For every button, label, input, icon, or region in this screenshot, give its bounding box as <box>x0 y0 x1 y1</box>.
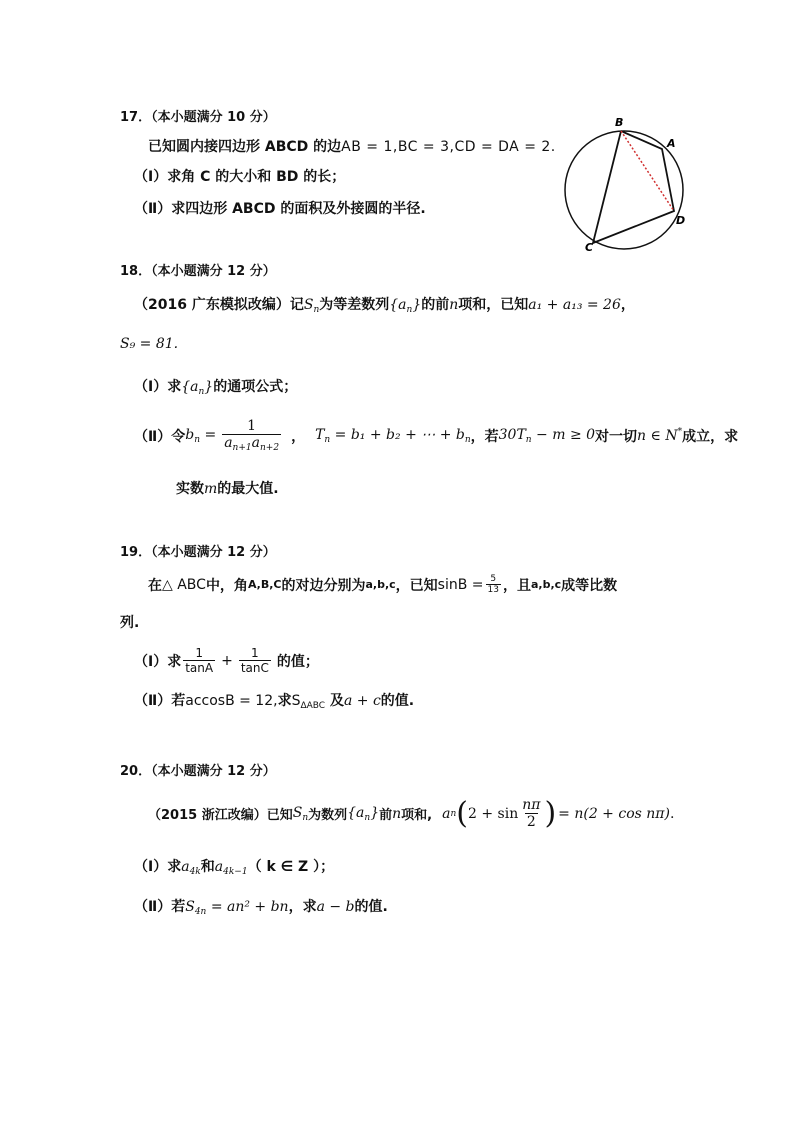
problem-19-part2: （Ⅱ）若accosB = 12,求$S_{\Delta ABC}$ 及a + c的值. <box>134 693 415 711</box>
quadrilateral-abcd <box>593 131 674 243</box>
problem-18-title: 18．（本小题满分 12 分） <box>120 264 276 279</box>
problem-19-part1: （Ⅰ）求 $\frac{1}{\tan A}$ + $\frac{1}{\tan C}$ 的值； <box>134 646 319 675</box>
problem-17-given: AB = 1,BC = 3,CD = DA = 2. <box>341 139 556 155</box>
inequality: $30T_n - m \ge 0$ <box>498 426 596 445</box>
problem-19-title: 19．（本小题满分 12 分） <box>120 545 276 560</box>
bn-fraction: $\frac{1}{a_{n+1}a_{n+2}}$ <box>224 418 280 453</box>
problem-17-title: 17．（本小题满分 10 分） <box>120 110 276 125</box>
problem-17-statement <box>148 136 556 156</box>
problem-18-statement-line1 <box>134 294 635 315</box>
problem-19-statement: 在 △ ABC 中，角 A,B,C 的对边分别为 a,b,c ，已知 sinB = $\frac{5}{13}$ ，且 a,b,c 成等比数 <box>148 574 618 595</box>
problem-19-statement-line2: 列. <box>120 615 140 631</box>
problem-18-part2: （Ⅱ）令 $b_n$ = $\frac{1}{a_{n+1}a_{n+2}}$ ， $T_n = b_1 + b_2$ + ⋯ + $b_n$ ，若 $30T_n - m \ge 0$ 对一切 n ∈ N* 成立，求 <box>134 418 739 453</box>
accosb-condition: accosB = 12, <box>185 693 278 709</box>
problem-18-part1: （Ⅰ）求$\{a_n\}$的通项公式； <box>134 379 298 397</box>
problem-20-equation: a n ( 2 + sin $\frac{n\pi}{2}$ ) = n(2 + cos nπ) . <box>442 796 675 831</box>
reciprocal-tana: $\frac{1}{\tan A}$ <box>185 646 214 675</box>
a-plus-c: a + c <box>343 693 381 709</box>
an-sequence: $\{a_n\}$ <box>389 297 422 315</box>
sinb-given: sinB = <box>437 576 484 593</box>
problem-17-part1: （Ⅰ）求角 C 的大小和 BD 的长； <box>134 169 346 185</box>
problem-20-title: 20．（本小题满分 12 分） <box>120 764 276 779</box>
sinb-fraction: $\frac{5}{13}$ <box>487 574 499 595</box>
reciprocal-tanc: $\frac{1}{\tan C}$ <box>240 646 269 675</box>
bn-definition: $b_n$ = <box>185 426 217 445</box>
problem-20-statement: （2015 浙江改编）已知 $S_n$ 为数列 $\{a_n\}$ 前 n 项和, a n ( 2 + sin $\frac{n\pi}{2}$ ) = n(2 + cos nπ) . <box>148 796 675 831</box>
condition-s9: S₉ = 81. <box>120 336 179 352</box>
vertex-b-label: B <box>615 116 624 129</box>
vertex-d-label: D <box>676 214 686 227</box>
problem-20-part1: （Ⅰ）求$a_{4k}$和$a_{4k-1}$（ k ∈ Z ）； <box>134 859 335 877</box>
problem-18-source: （2016 广东模拟改编）记 <box>134 297 304 313</box>
sn-symbol: $S_n$ <box>303 297 320 315</box>
comma: ， <box>620 297 635 313</box>
problem-18-part2-line2: 实数m的最大值. <box>176 481 279 497</box>
problem-18-text: 为等差数列 <box>319 297 390 313</box>
vertex-c-label: C <box>585 241 594 254</box>
problem-18-text: 项和，已知 <box>458 297 529 313</box>
cyclic-quadrilateral-figure <box>558 112 698 254</box>
triangle-abc: △ ABC <box>162 576 206 593</box>
domain-n: n ∈ N* <box>637 427 683 444</box>
condition-a1-a13: a₁ + a₁₃ = 26 <box>528 297 621 313</box>
n-symbol: n <box>449 297 459 313</box>
problem-17-part2: （Ⅱ）求四边形 ABCD 的面积及外接圆的半径. <box>134 201 426 217</box>
tn-definition: $T_n = b_1 + b_2$ + ⋯ + $b_n$ <box>315 426 471 445</box>
problem-20-part2: （Ⅱ）若$S_{4n} = an^2$ + bn，求a − b的值. <box>134 899 388 917</box>
area-symbol: $S_{\Delta ABC}$ <box>291 693 326 711</box>
vertex-a-label: A <box>667 137 676 150</box>
problem-17-intro: 已知圆内接四边形 ABCD 的边 <box>148 139 342 155</box>
problem-18-text: 的前 <box>421 297 450 313</box>
